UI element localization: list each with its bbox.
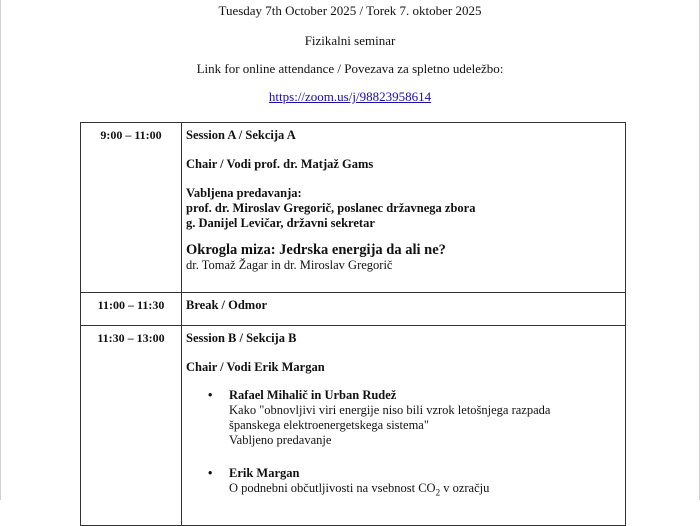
bullet-icon: • [208, 388, 213, 402]
session-a-invited-speaker: prof. dr. Miroslav Gregorič, poslanec državnega zbora [186, 201, 476, 215]
session-a-panel-speakers: dr. Tomaž Žagar in dr. Miroslav Gregorič [186, 258, 393, 272]
event-date: Tuesday 7th October 2025 / Torek 7. oktober 2025 [218, 3, 482, 18]
session-b-title: Session B / Sekcija B [186, 331, 297, 345]
talk-title-subscript: 2 [435, 487, 441, 498]
online-link-row [0, 89, 700, 105]
talk-title-line: Kako "obnovljivi viri energije niso bili vzrok letošnjega razpada [229, 403, 551, 417]
talk-title-line: španskega elektroenergetskega sistema" [229, 418, 429, 432]
session-a-time: 9:00 – 11:00 [81, 123, 182, 293]
session-a-panel-title: Okrogla miza: Jedrska energija da ali ne? [186, 242, 446, 258]
schedule-row-session-a [81, 123, 626, 293]
session-b-content [182, 326, 626, 526]
session-a-chair: Chair / Vodi prof. dr. Matjaž Gams [186, 157, 374, 171]
talk-item [186, 388, 621, 448]
session-a-title: Session A / Sekcija A [186, 128, 296, 142]
break-time: 11:00 – 11:30 [81, 293, 182, 326]
bullet-icon: • [208, 466, 213, 480]
schedule-row-session-b [81, 326, 626, 526]
talk-item [186, 466, 621, 496]
session-b-time: 11:30 – 13:00 [81, 326, 182, 526]
talk-title [229, 481, 621, 496]
session-a-content [182, 123, 626, 293]
talk-speaker: Erik Margan [229, 466, 300, 480]
zoom-link[interactable]: https://zoom.us/j/98823958614 [268, 89, 432, 104]
break-content [182, 293, 626, 326]
talk-speaker: Rafael Mihalič in Urban Rudež [229, 388, 397, 402]
online-link-label: Link for online attendance / Povezava za spletno udeležbo: [196, 61, 504, 76]
schedule-row-break [81, 293, 626, 326]
session-b-chair: Chair / Vodi Erik Margan [186, 360, 325, 374]
talk-title-text: O podnebni občutljivosti na vsebnost CO [229, 481, 436, 495]
session-b-talk-list [186, 388, 621, 496]
session-a-invited-heading: Vabljena predavanja: [186, 186, 302, 200]
event-venue: Fizikalni seminar [304, 33, 396, 48]
talk-title-text-end: v ozračju [440, 481, 490, 495]
schedule-table [80, 122, 626, 526]
break-title: Break / Odmor [186, 298, 268, 312]
talk-note: Vabljeno predavanje [229, 433, 332, 447]
session-a-invited-speaker: g. Danijel Levičar, državni sekretar [186, 216, 375, 230]
